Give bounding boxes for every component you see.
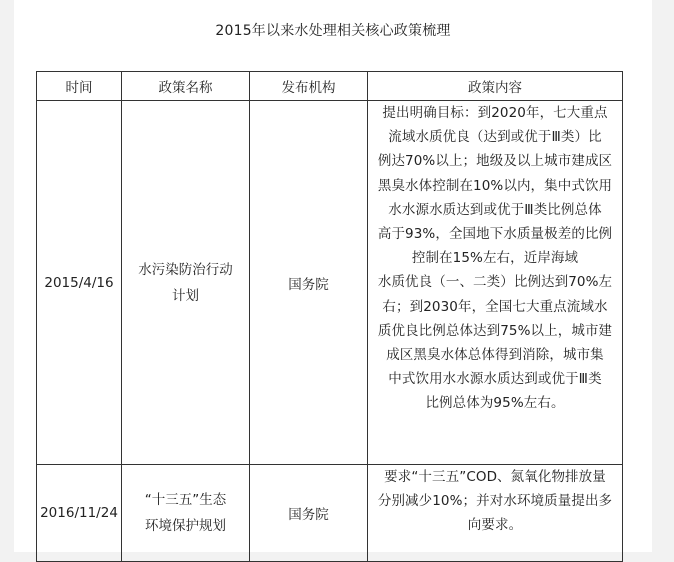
table-header-row: [37, 72, 623, 101]
content-line: 比例总体为95%左右。: [425, 395, 565, 412]
table-row: [37, 465, 623, 562]
content-line: 中式饮用水水源水质达到或优于Ⅲ类: [388, 371, 602, 388]
header-time: 时间: [37, 72, 122, 101]
header-issuer: 发布机构: [250, 72, 368, 101]
cell-policy-content: [368, 101, 623, 465]
cell-policy-content: [368, 465, 623, 562]
content-line: 右；到2030年，全国七大重点流域水: [382, 298, 608, 315]
table-row: [37, 101, 623, 465]
policy-name-line: 环境保护规划: [145, 518, 226, 534]
content-line: 水质优良（一、二类）比例达到70%左: [377, 274, 613, 291]
header-policy-content: 政策内容: [368, 72, 623, 101]
cell-date: 2015/4/16: [37, 101, 122, 465]
content-line: 流域水质优良（达到或优于Ⅲ类）比: [388, 129, 602, 146]
header-policy-name: 政策名称: [122, 72, 250, 101]
cell-policy-name: [122, 465, 250, 562]
document-sheet: [14, 0, 652, 552]
content-line: 要求“十三五”COD、氮氧化物排放量: [384, 469, 606, 485]
policy-name-line: 水污染防治行动: [138, 261, 233, 278]
policy-name-line: 计划: [172, 287, 199, 304]
content-line: 成区黑臭水体总体得到消除，城市集: [386, 347, 604, 364]
cell-issuer: 国务院: [250, 465, 368, 562]
cell-issuer: 国务院: [250, 101, 368, 465]
content-line: 高于93%，全国地下水质量极差的比例: [377, 226, 613, 243]
content-line: 质优良比例总体达到75%以上，城市建: [377, 322, 613, 339]
content-line: 提出明确目标：到2020年，七大重点: [382, 105, 608, 121]
content-line: 黑臭水体控制在10%以内，集中式饮用: [377, 177, 613, 194]
content-line: 水水源水质达到或优于Ⅲ类比例总体: [388, 201, 602, 218]
content-line: 分别减少10%；并对水环境质量提出多: [377, 493, 613, 510]
content-line: 例达70%以上；地级及以上城市建成区: [377, 153, 613, 170]
cell-policy-name: [122, 101, 250, 465]
policy-table: [36, 71, 623, 562]
document-title: 2015年以来水处理相关核心政策梳理: [215, 23, 451, 39]
policy-name-line: “十三五”生态: [144, 492, 227, 508]
content-line: 控制在15%左右，近岸海域: [411, 250, 579, 267]
cell-date: 2016/11/24: [37, 465, 122, 562]
content-line: 向要求。: [467, 517, 523, 534]
